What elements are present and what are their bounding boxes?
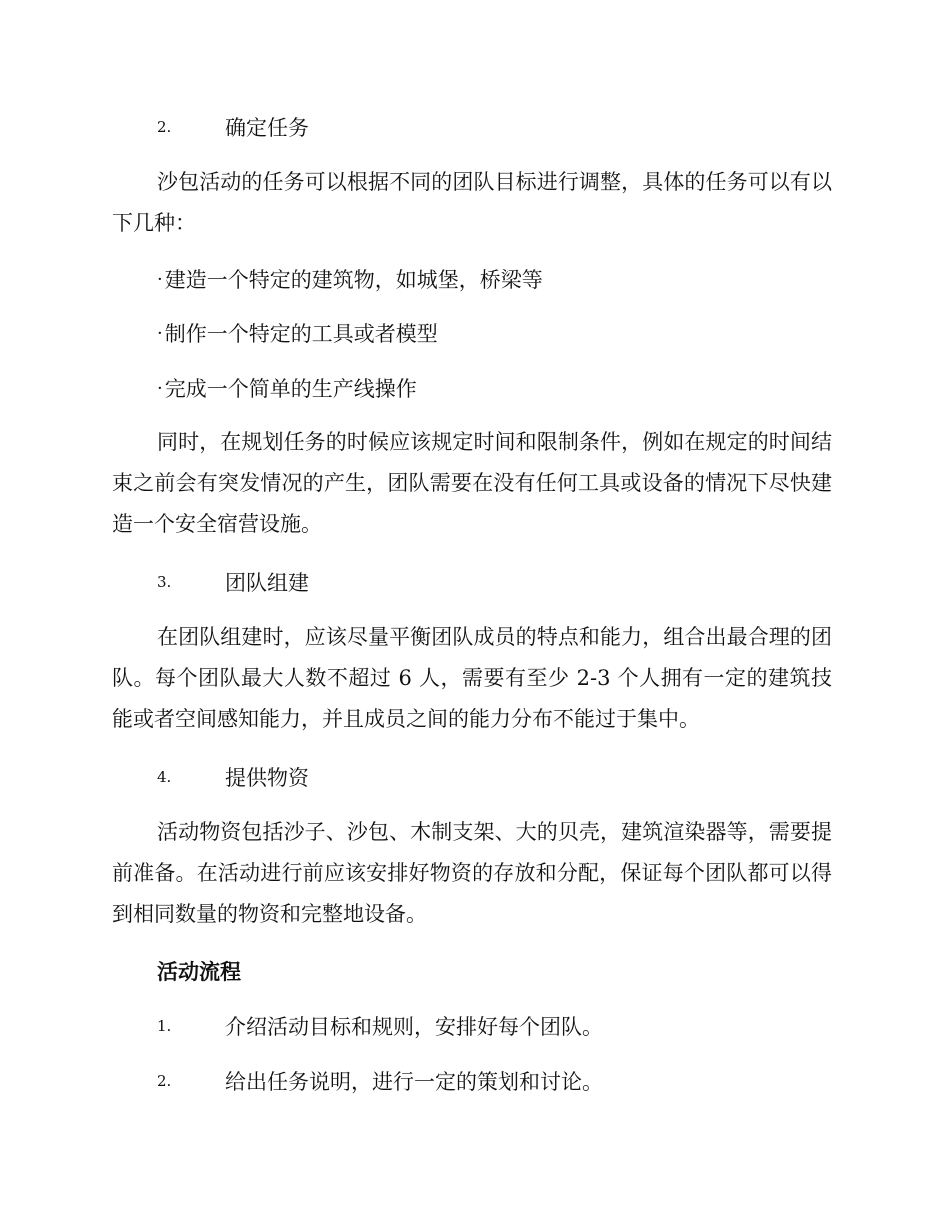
bullet-text: 建造一个特定的建筑物，如城堡，桥梁等 [164,268,543,292]
bullet-mark: · [157,268,163,290]
item-number: 2. [157,118,172,136]
item-text: 确定任务 [225,116,309,140]
bullet-item [157,259,543,299]
bullet-item [157,368,417,408]
item-text: 团队组建 [225,571,309,595]
item-text: 给出任务说明，进行一定的策划和讨论。 [225,1070,603,1094]
bullet-text: 制作一个特定的工具或者模型 [164,322,438,346]
flow-item-1 [157,1006,603,1046]
item-number: 4. [157,768,172,786]
paragraph-team-building: 在团队组建时，应该尽量平衡团队成员的特点和能力，组合出最合理的团队。每个团队最大人数不超过 6 人，需要有至少 2-3 个人拥有一定的建筑技能或者空间感知能力，并且成员之间的能力分布不能过于集中。 [112,625,832,731]
numbered-item-supplies [157,757,309,797]
flow-item-2 [157,1061,603,1101]
item-text: 介绍活动目标和规则，安排好每个团队。 [225,1015,603,1039]
bullet-text: 完成一个简单的生产线操作 [164,377,417,401]
numbered-item-team-building [157,562,309,602]
item-text: 提供物资 [225,766,309,790]
bullet-mark: · [157,377,163,399]
item-number: 2. [157,1072,172,1090]
item-number: 1. [157,1017,172,1035]
paragraph-task-constraints: 同时，在规划任务的时候应该规定时间和限制条件，例如在规定的时间结束之前会有突发情况的产生，团队需要在没有任何工具或设备的情况下尽快建造一个安全宿营设施。 [112,430,832,536]
bullet-mark: · [157,322,163,344]
item-number: 3. [157,573,172,591]
section-heading-activity-flow: 活动流程 [157,959,241,984]
numbered-item-determine-task [157,107,309,147]
paragraph-task-intro: 沙包活动的任务可以根据不同的团队目标进行调整，具体的任务可以有以下几种： [112,170,832,235]
paragraph-supplies: 活动物资包括沙子、沙包、木制支架、大的贝壳，建筑渲染器等，需要提前准备。在活动进行前应该安排好物资的存放和分配，保证每个团队都可以得到相同数量的物资和完整地设备。 [112,820,832,926]
bullet-item [157,313,438,353]
